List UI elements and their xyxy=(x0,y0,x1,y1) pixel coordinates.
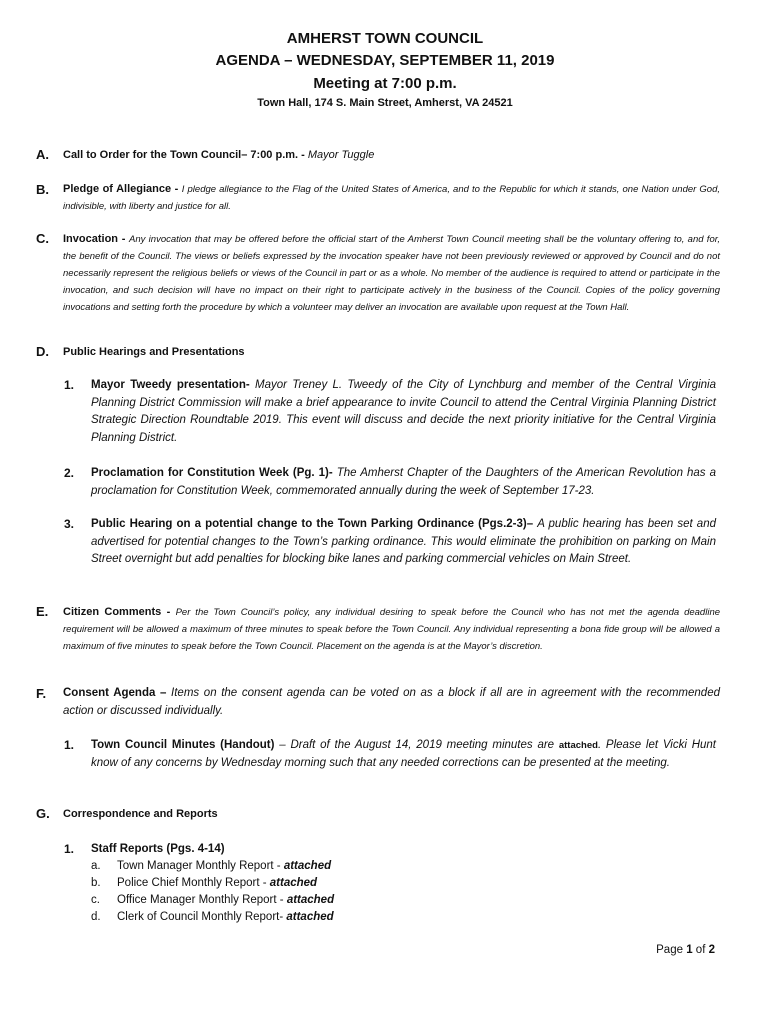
section-letter: C. xyxy=(36,231,49,246)
section-letter: E. xyxy=(36,604,49,619)
section-e xyxy=(36,604,720,655)
d-item-3: 3. Public Hearing on a potential change to the Town Parking Ordinance (Pgs.2-3)– A public hearing has been set and advertised for potential changes to the Town’s parking ordinance. This would eliminate the prohibition on parking on Main Street overnight but add penalties for blocking bike lanes and parking commercial vehicles on Main Street. xyxy=(64,517,716,565)
agenda-date: AGENDA – WEDNESDAY, SEPTEMBER 11, 2019 xyxy=(215,52,555,69)
section-letter: F. xyxy=(36,686,47,701)
section-d xyxy=(36,344,720,360)
section-text: Per the Town Council’s policy, any individual desiring to speak before the Council who has not met the agenda deadline requirement will be allowed a maximum of three minutes to speak before the Town Council. Any individual representing a bona fide group will be allowed a maximum of five minutes to speak before the Town Council. Placement on the agenda is at the Mayor’s discretion. xyxy=(63,607,721,652)
meeting-time: Meeting at 7:00 p.m. xyxy=(313,75,457,92)
staff-reports-list xyxy=(91,858,334,926)
section-text: Mayor Tuggle xyxy=(307,149,375,161)
section-a xyxy=(36,147,720,163)
list-item: b. Police Chief Monthly Report - attached xyxy=(91,877,318,889)
section-title: Consent Agenda – xyxy=(63,687,172,699)
section-text: Items on the consent agenda can be voted on as a block if all are in agreement with the recommended action or discussed individually. xyxy=(63,687,720,717)
page-number: Page 1 of 2 xyxy=(656,944,715,956)
d-item-2: 2. Proclamation for Constitution Week (Pg. 1)- The Amherst Chapter of the Daughters of the American Revolution has a proclamation for Constitution Week, commemorated annually during the week of September 17-23. xyxy=(64,466,716,497)
section-title: Pledge of Allegiance - xyxy=(63,183,182,195)
section-title: Correspondence and Reports xyxy=(63,808,218,820)
section-letter: D. xyxy=(36,344,49,359)
attached-tag: attached xyxy=(558,740,598,751)
section-title: Invocation - xyxy=(63,233,130,245)
section-text: Any invocation that may be offered before the official start of the Amherst Town Council meeting shall be the voluntary offering to, and for, the benefit of the Council. The views or beliefs expressed by the invocation speaker have not been previously reviewed or approved by Council and do not necessarily represent the religious beliefs or views of the Council in part or as a whole. No member of the audience is required to attend or participate in the invocation, and such decision will have no impact on their right to participate actively in the business of the Council. Copies of the policy governing invocations and setting forth the procedure by which a volunteer may deliver an invocation are available upon request at the Town Hall. xyxy=(63,234,721,313)
section-title: Call to Order for the Town Council– 7:00 p.m. - xyxy=(63,149,308,161)
council-title: AMHERST TOWN COUNCIL xyxy=(286,30,484,47)
section-letter: B. xyxy=(36,182,49,197)
g-item-1: 1. Staff Reports (Pgs. 4-14) xyxy=(64,842,225,856)
section-letter: A. xyxy=(36,147,49,162)
section-c xyxy=(36,231,720,316)
f-item-1: 1. Town Council Minutes (Handout) – Draft of the August 14, 2019 meeting minutes are attached. Please let Vicki Hunt know of any concerns by Wednesday morning such that any needed corrections can be presented at the meeting. xyxy=(64,738,716,769)
d-item-1: 1. Mayor Tweedy presentation- Mayor Treney L. Tweedy of the City of Lynchburg and member of the Central Virginia Planning District Commission will make a brief appearance to invite Council to attend the Central Virginia Planning District Strategic Direction Roundtable 2019. This event will discuss and decide the next priority initiative for the Central Virginia Planning District. xyxy=(64,378,716,444)
section-b xyxy=(36,181,720,215)
section-g xyxy=(36,806,720,822)
list-item: c. Office Manager Monthly Report - attached xyxy=(91,894,335,906)
section-title: Public Hearings and Presentations xyxy=(63,346,245,358)
list-item: a. Town Manager Monthly Report - attached xyxy=(91,860,332,872)
section-letter: G. xyxy=(36,806,50,821)
list-item: d. Clerk of Council Monthly Report- attached xyxy=(91,911,334,923)
section-title: Citizen Comments - xyxy=(63,606,176,618)
section-text: I pledge allegiance to the Flag of the United States of America, and to the Republic for which it stands, one Nation under God, indivisible, with liberty and justice for all. xyxy=(63,184,720,212)
meeting-location: Town Hall, 174 S. Main Street, Amherst, VA 24521 xyxy=(257,97,513,109)
section-f xyxy=(36,685,720,720)
